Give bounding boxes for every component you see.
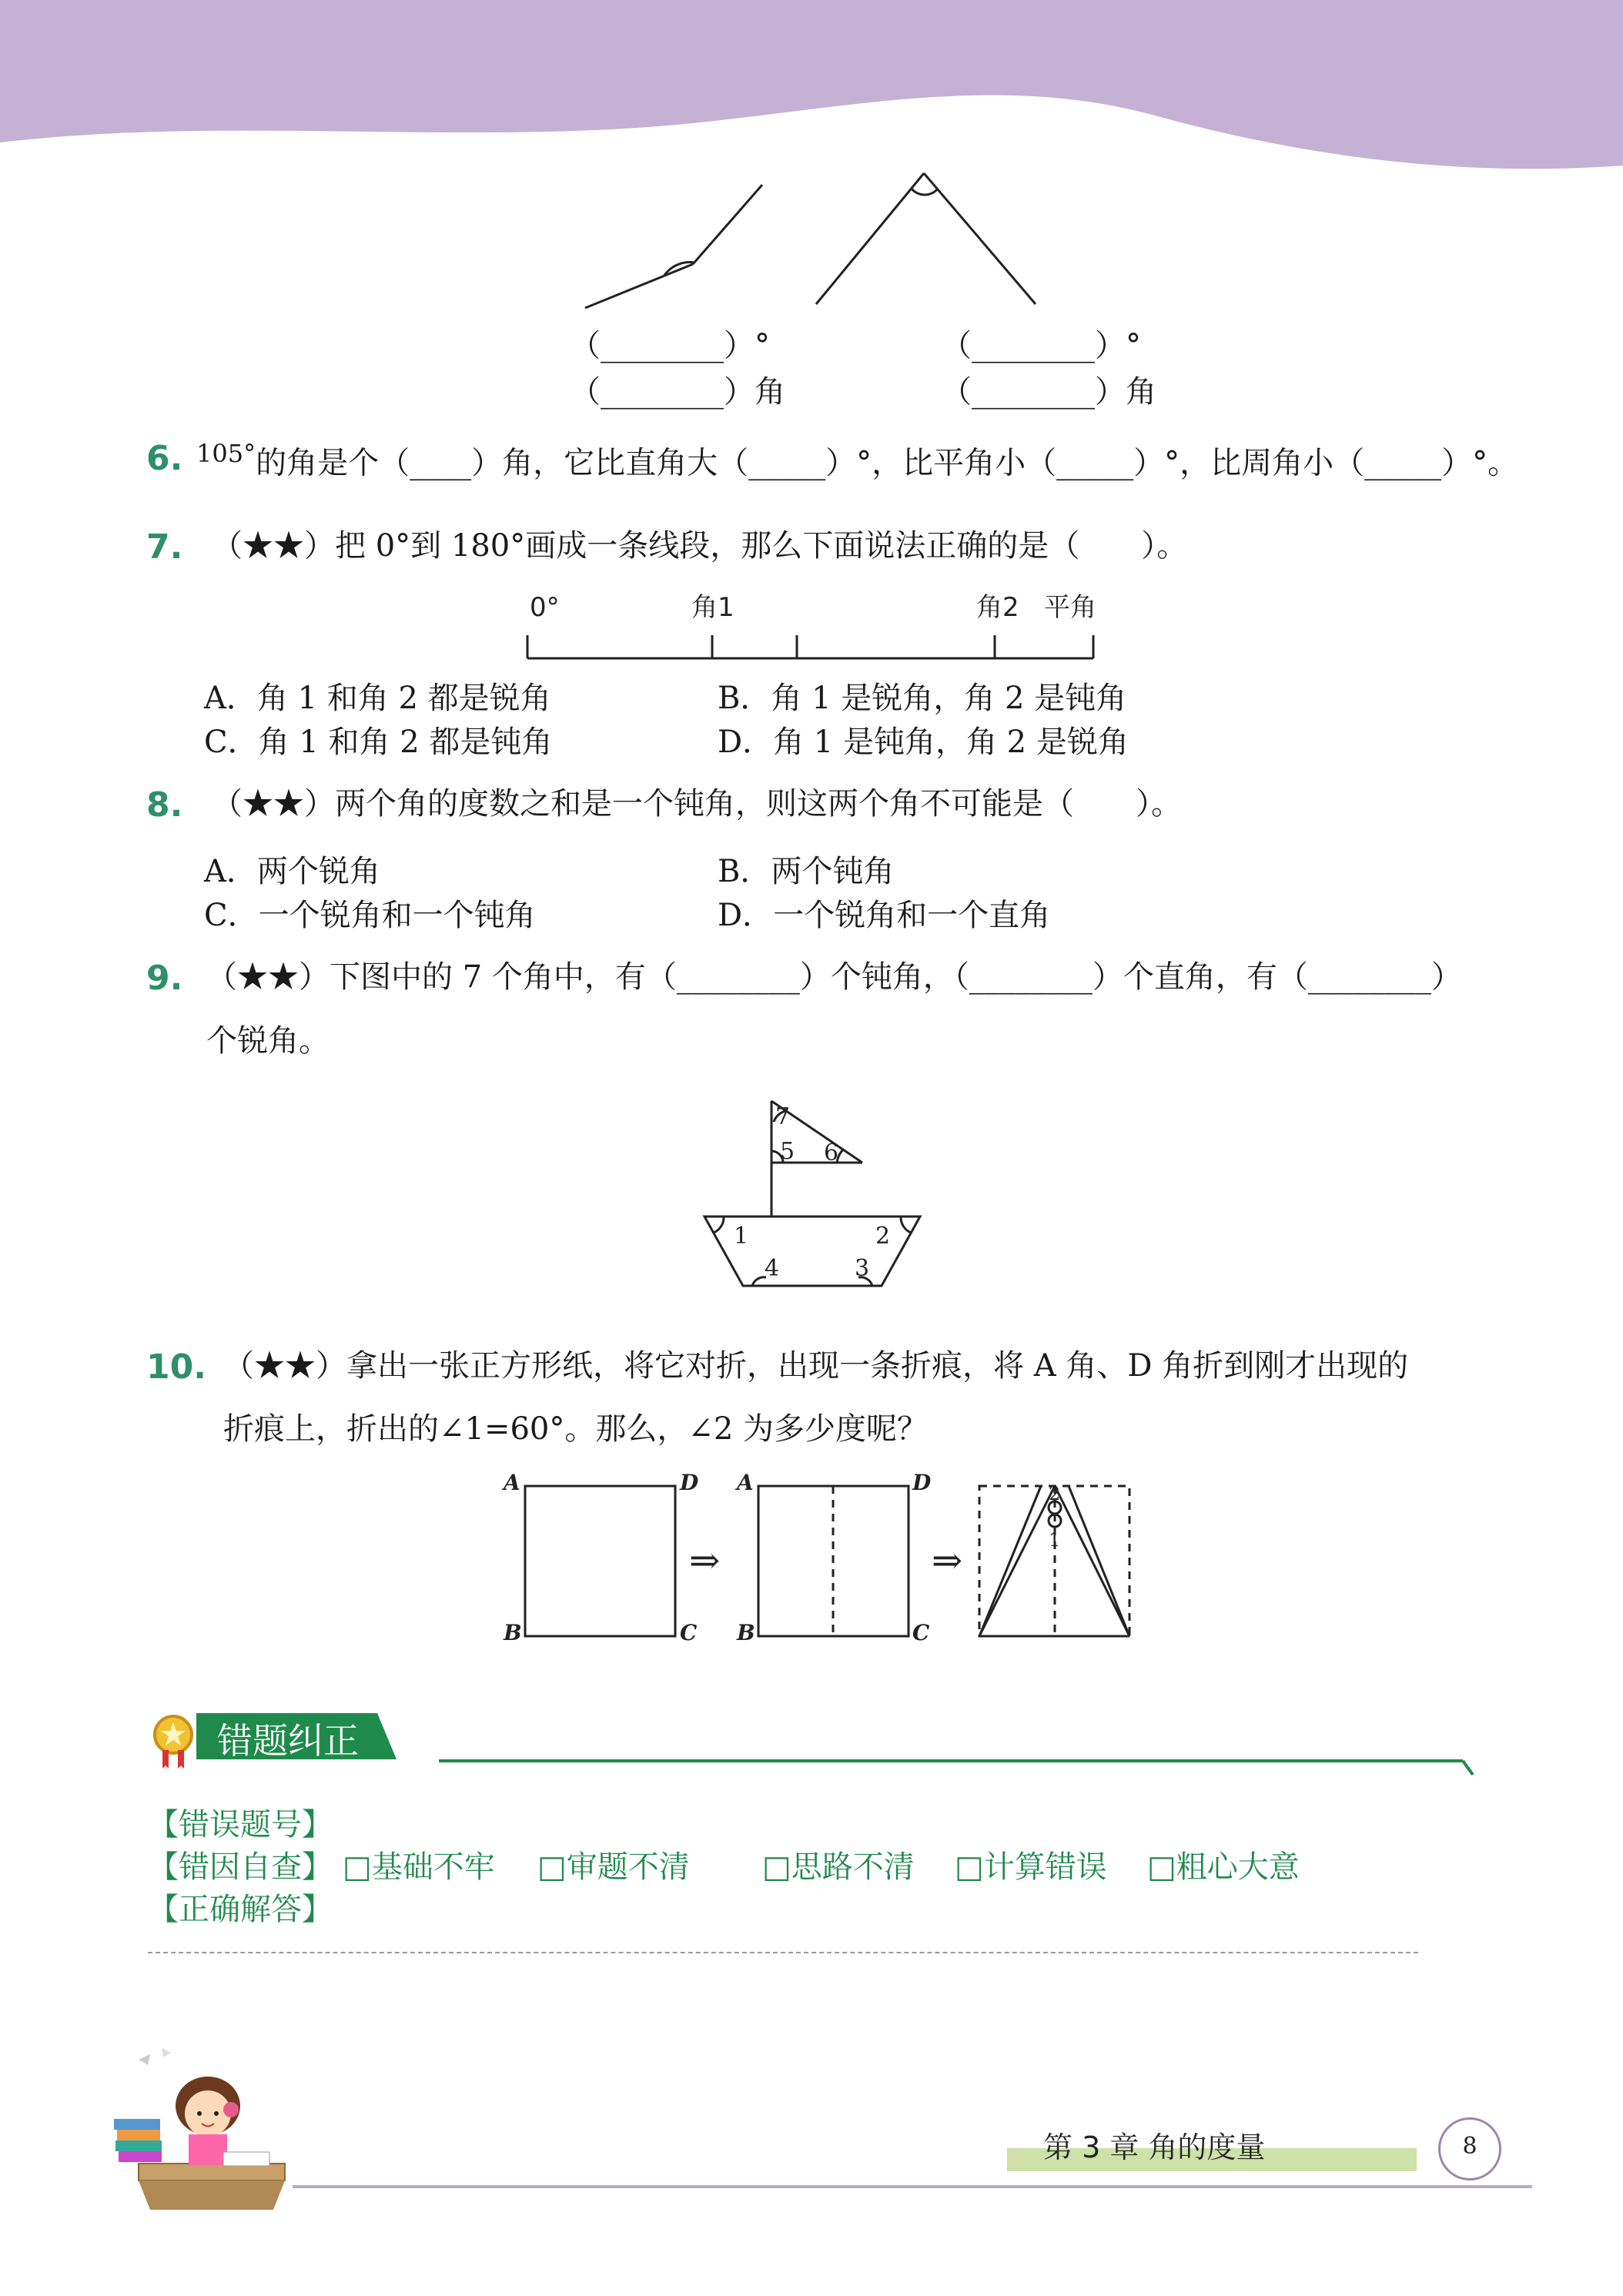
question-10-line1: （★★）拿出一张正方形纸，将它对折，出现一条折痕，将 A 角、D 角折到刚才出现的	[223, 1348, 1409, 1384]
boat-label-4: 4	[765, 1255, 780, 1282]
corner-d-1: D	[680, 1470, 699, 1495]
question-6-number: 6.	[146, 439, 183, 478]
question-9-line2: 个锐角。	[206, 1023, 330, 1059]
fold-label-2: 2	[1049, 1483, 1061, 1504]
ruler-zero-label: 0°	[530, 592, 560, 623]
check-thinking[interactable]: □思路不清	[762, 1849, 915, 1885]
q7-option-b: B．角 1 是锐角，角 2 是钝角	[718, 681, 1127, 716]
q8-option-a: A．两个锐角	[204, 854, 380, 889]
check-careless[interactable]: □粗心大意	[1147, 1849, 1300, 1885]
boat-label-2: 2	[875, 1223, 891, 1250]
error-cause-label: 【错因自查】	[148, 1849, 333, 1885]
dotted-divider	[148, 1952, 1418, 1953]
page-number: 8	[1462, 2133, 1477, 2160]
ruler-straight-label: 平角	[1044, 592, 1096, 623]
student-illustration	[108, 2048, 323, 2217]
left-angle-type: （________）角	[570, 374, 785, 410]
corner-c-2: C	[912, 1620, 930, 1645]
error-question-number-label: 【错误题号】	[148, 1807, 333, 1842]
question-9-line1: （★★）下图中的 7 个角中，有（________）个钝角，（________）个直角，有（________）	[206, 959, 1462, 995]
question-6-text	[196, 439, 1518, 481]
corner-d-2: D	[912, 1470, 932, 1495]
question-10-line2: 折痕上，折出的∠1=60°。那么，∠2 为多少度呢？	[223, 1411, 929, 1447]
question-9-number: 9.	[146, 959, 183, 998]
corner-a-2: A	[737, 1470, 754, 1495]
right-angle-degree: （________）°	[941, 328, 1141, 363]
ruler-angle1-label: 角1	[691, 592, 735, 623]
corner-a-1: A	[504, 1470, 520, 1495]
question-8-number: 8.	[146, 785, 183, 825]
q8-option-b: B．两个钝角	[718, 854, 895, 889]
q8-option-c: C．一个锐角和一个钝角	[204, 898, 536, 933]
question-7-text: （★★）把 0°到 180°画成一条线段，那么下面说法正确的是（ ）。	[212, 528, 1188, 564]
fold-figure	[493, 1463, 1147, 1663]
correct-answer-label: 【正确解答】	[148, 1892, 333, 1927]
corner-c-1: C	[680, 1620, 698, 1645]
chapter-title: 第 3 章 角的度量	[1043, 2130, 1266, 2164]
q7-option-a: A．角 1 和角 2 都是锐角	[204, 681, 551, 716]
question-7-number: 7.	[146, 527, 183, 567]
check-reading[interactable]: □审题不清	[537, 1849, 690, 1885]
footer-rule	[293, 2185, 1532, 2188]
boat-label-1: 1	[734, 1223, 749, 1250]
boat-label-3: 3	[855, 1255, 870, 1282]
angle-figures	[570, 166, 1109, 320]
q6-degree: 105°	[196, 439, 256, 468]
angle-ruler	[516, 585, 1132, 678]
corner-b-2: B	[737, 1620, 755, 1645]
fold-arrow-1: ⇒	[689, 1539, 721, 1582]
header-wave	[0, 0, 1623, 177]
boat-label-7: 7	[775, 1103, 791, 1130]
q6-body: 的角是个（____）角，它比直角大（_____）°，比平角小（_____）°，比周角小（_____）°。	[256, 445, 1519, 481]
boat-label-5: 5	[780, 1138, 795, 1165]
boat-figure	[697, 1097, 943, 1305]
check-basic[interactable]: □基础不牢	[343, 1849, 495, 1885]
check-calculation[interactable]: □计算错误	[955, 1849, 1107, 1885]
q8-option-d: D．一个锐角和一个直角	[718, 898, 1051, 933]
corner-b-1: B	[504, 1620, 522, 1645]
ruler-angle2-label: 角2	[976, 592, 1019, 623]
q7-option-c: C．角 1 和角 2 都是钝角	[204, 725, 553, 760]
fold-label-1: 1	[1049, 1529, 1061, 1551]
right-angle-type: （________）角	[941, 374, 1156, 410]
left-angle-degree: （________）°	[570, 328, 770, 363]
correction-banner-title: 错题纠正	[217, 1720, 359, 1762]
boat-label-6: 6	[824, 1140, 839, 1166]
question-10-number: 10.	[146, 1347, 206, 1387]
question-8-text: （★★）两个角的度数之和是一个钝角，则这两个角不可能是（ ）。	[212, 786, 1182, 822]
fold-arrow-2: ⇒	[932, 1539, 963, 1582]
q7-option-d: D．角 1 是钝角，角 2 是锐角	[718, 725, 1129, 760]
